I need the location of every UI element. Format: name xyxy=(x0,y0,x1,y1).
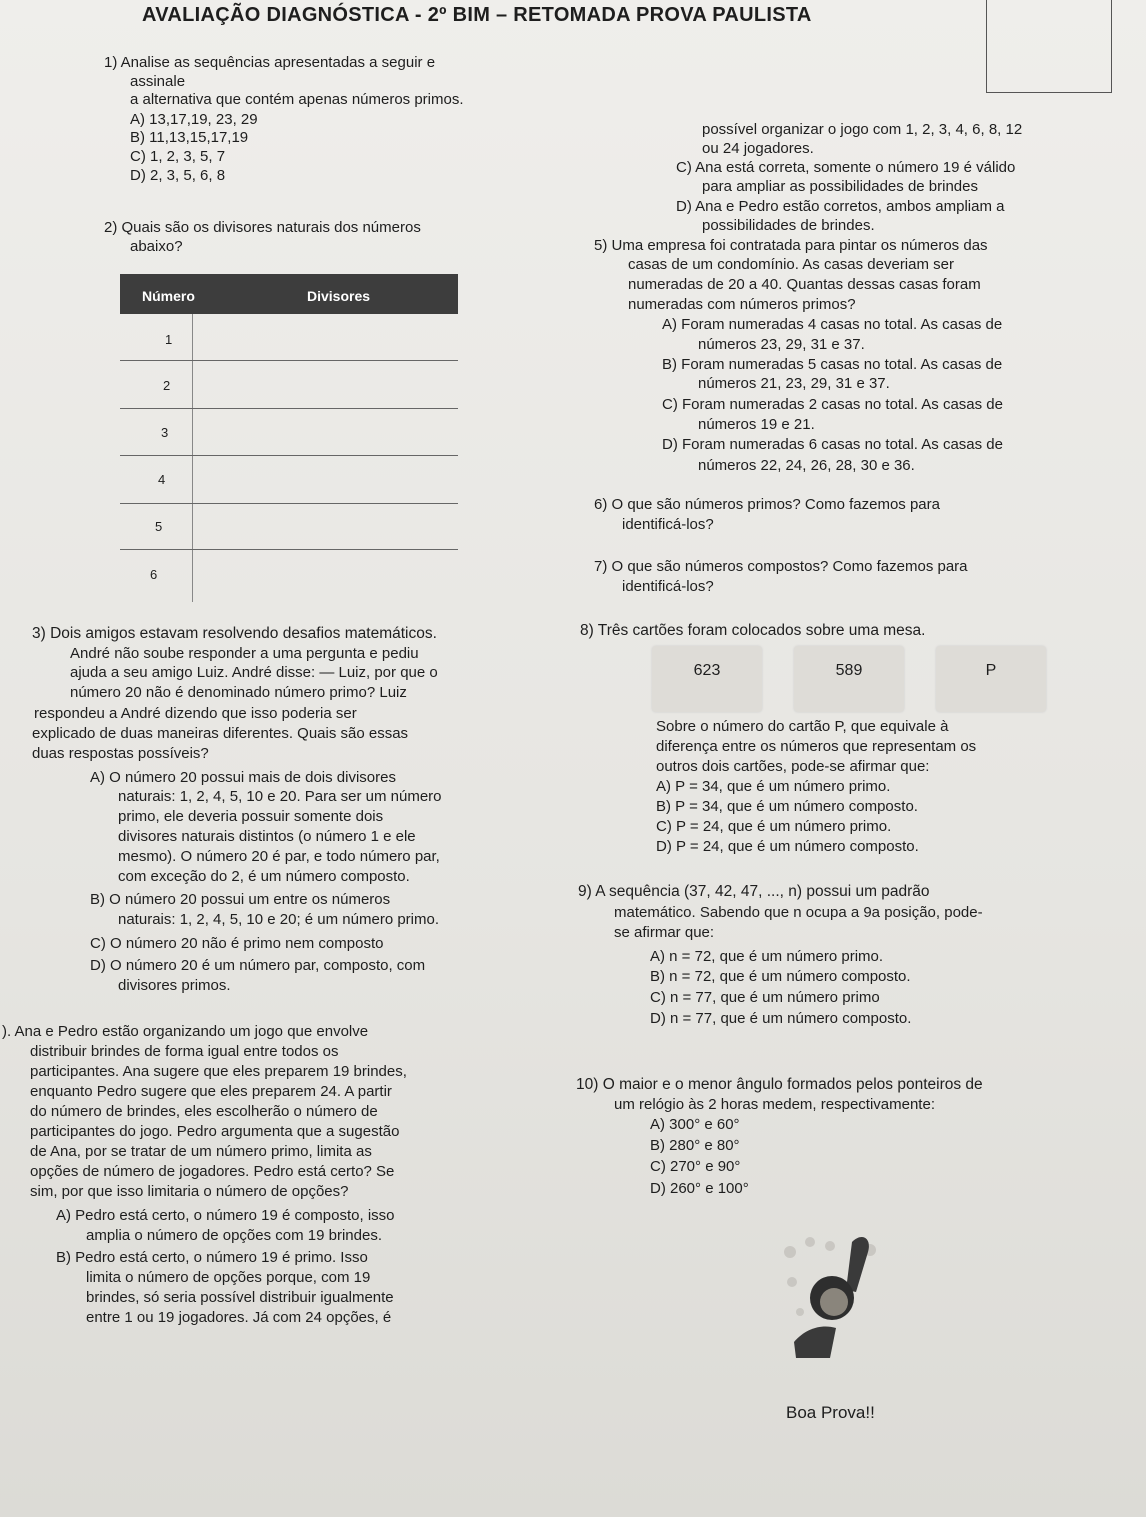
q5-option-c-line2: números 19 e 21. xyxy=(698,416,815,433)
q5-option-d-line1: D) Foram numeradas 6 casas no total. As casas de xyxy=(662,436,1003,453)
footer-good-luck: Boa Prova!! xyxy=(786,1403,875,1422)
table-row: 6 xyxy=(150,567,158,582)
q6-line2: identificá-los? xyxy=(622,516,714,533)
q3-option-a-line2: naturais: 1, 2, 4, 5, 10 e 20. Para ser um número xyxy=(118,788,442,805)
q5-option-c-line1: C) Foram numeradas 2 casas no total. As casas de xyxy=(662,396,1003,413)
q10-line1: 10) O maior e o menor ângulo formados pelos ponteiros de xyxy=(576,1076,983,1093)
table-row: 5 xyxy=(155,519,163,534)
q4-line3: participantes. Ana sugere que eles preparem 19 brindes, xyxy=(30,1063,407,1080)
table-divider xyxy=(120,503,458,504)
q4-option-c-line2: para ampliar as possibilidades de brindes xyxy=(702,178,978,195)
q4-option-b-line6: ou 24 jogadores. xyxy=(702,140,814,157)
q5-option-b-line2: números 21, 23, 29, 31 e 37. xyxy=(698,375,890,392)
q3-option-a-line3: primo, ele deveria possuir somente dois xyxy=(118,808,384,825)
q3-option-a-line6: com exceção do 2, é um número composto. xyxy=(118,868,410,885)
q1-line2: assinale xyxy=(130,73,186,90)
q3-option-a-line1: A) O número 20 possui mais de dois divisores xyxy=(90,769,396,786)
q3-line5: respondeu a André dizendo que isso poderia ser xyxy=(34,705,357,722)
q4-line1: ). Ana e Pedro estão organizando um jogo que envolve xyxy=(2,1023,369,1040)
q10-option-c: C) 270° e 90° xyxy=(650,1158,741,1175)
q9-option-d: D) n = 77, que é um número composto. xyxy=(650,1010,912,1027)
q4-line6: participantes do jogo. Pedro argumenta que a sugestão xyxy=(30,1123,400,1140)
q4-option-d-line1: D) Ana e Pedro estão corretos, ambos ampliam a xyxy=(676,198,1005,215)
header-divisors: Divisores xyxy=(307,288,371,304)
q4-option-a-line2: amplia o número de opções com 19 brindes. xyxy=(86,1227,383,1244)
q5-option-d-line2: números 22, 24, 26, 28, 30 e 36. xyxy=(698,457,915,474)
card-623 xyxy=(652,646,762,712)
q3-option-b-line1: B) O número 20 possui um entre os números xyxy=(90,891,391,908)
table-column-divider xyxy=(192,314,193,602)
q3-line2: André não soube responder a uma pergunta e pediu xyxy=(70,645,419,662)
q9-line3: se afirmar que: xyxy=(614,924,715,941)
q8-statement-line3: outros dois cartões, pode-se afirmar que: xyxy=(656,758,930,775)
q5-option-a-line2: números 23, 29, 31 e 37. xyxy=(698,336,865,353)
q3-option-a-line5: mesmo). O número 20 é par, e todo número par, xyxy=(118,848,440,865)
divisors-table-header xyxy=(120,274,458,314)
q3-line6: explicado de duas maneiras diferentes. Quais são essas xyxy=(32,725,409,742)
card-589-value: 589 xyxy=(835,662,863,679)
q5-line2: casas de um condomínio. As casas deveriam ser xyxy=(628,256,954,273)
q5-line4: numeradas com números primos? xyxy=(628,296,856,313)
q9-option-c: C) n = 77, que é um número primo xyxy=(650,989,880,1006)
table-row: 2 xyxy=(163,378,171,393)
q3-option-a-line4: divisores naturais distintos (o número 1 e ele xyxy=(118,828,416,845)
table-row: 4 xyxy=(158,472,166,487)
table-divider xyxy=(120,455,458,456)
q1-option-c: C) 1, 2, 3, 5, 7 xyxy=(130,148,226,165)
q10-option-b: B) 280° e 80° xyxy=(650,1137,740,1154)
table-row: 1 xyxy=(165,332,173,347)
table-divider xyxy=(120,360,458,361)
q4-option-b-line1: B) Pedro está certo, o número 19 é primo. Isso xyxy=(56,1249,368,1266)
q4-line7: de Ana, por se tratar de um número primo, limita as xyxy=(30,1143,372,1160)
q8-option-d: D) P = 24, que é um número composto. xyxy=(656,838,919,855)
table-divider xyxy=(120,549,458,550)
q3-line1: 3) Dois amigos estavam resolvendo desafios matemáticos. xyxy=(32,625,437,642)
card-623-value: 623 xyxy=(693,662,721,679)
q5-line1: 5) Uma empresa foi contratada para pintar os números das xyxy=(594,237,988,254)
grade-box xyxy=(986,0,1112,93)
card-589 xyxy=(794,646,904,712)
q8-statement-line2: diferença entre os números que representam os xyxy=(656,738,977,755)
q4-option-b-line4: entre 1 ou 19 jogadores. Já com 24 opções, é xyxy=(86,1309,392,1326)
q4-line9: sim, por que isso limitaria o número de opções? xyxy=(30,1183,349,1200)
q3-line4: número 20 não é denominado número primo? Luiz xyxy=(70,684,407,701)
q7-line2: identificá-los? xyxy=(622,578,714,595)
q9-line1: 9) A sequência (37, 42, 47, ..., n) possui um padrão xyxy=(578,883,930,900)
card-p xyxy=(936,646,1046,712)
table-divider xyxy=(120,408,458,409)
q6-line1: 6) O que são números primos? Como fazemos para xyxy=(594,496,940,513)
cheering-figure-icon xyxy=(770,1232,890,1362)
q8-line1: 8) Três cartões foram colocados sobre uma mesa. xyxy=(580,622,926,639)
q3-line3: ajuda a seu amigo Luiz. André disse: — Luiz, por que o xyxy=(70,664,438,681)
q1-option-b: B) 11,13,15,17,19 xyxy=(130,129,249,146)
q8-option-c: C) P = 24, que é um número primo. xyxy=(656,818,892,835)
q5-line3: numeradas de 20 a 40. Quantas dessas casas foram xyxy=(628,276,981,293)
q7-line1: 7) O que são números compostos? Como fazemos para xyxy=(594,558,968,575)
q4-option-b-line3: brindes, só seria possível distribuir igualmente xyxy=(86,1289,394,1306)
q4-line5: do número de brindes, eles escolherão o número de xyxy=(30,1103,378,1120)
q5-option-a-line1: A) Foram numeradas 4 casas no total. As casas de xyxy=(662,316,1003,333)
q1-option-d: D) 2, 3, 5, 6, 8 xyxy=(130,167,226,184)
q3-option-d-line2: divisores primos. xyxy=(118,977,231,994)
q4-line2: distribuir brindes de forma igual entre todos os xyxy=(30,1043,339,1060)
q4-line4: enquanto Pedro sugere que eles preparem 24. A partir xyxy=(30,1083,392,1100)
q3-line7: duas respostas possíveis? xyxy=(32,745,209,762)
q4-option-b-line2: limita o número de opções porque, com 19 xyxy=(86,1269,371,1286)
q1-line3: a alternativa que contém apenas números primos. xyxy=(130,91,464,108)
q4-option-d-line2: possibilidades de brindes. xyxy=(702,217,875,234)
q10-line2: um relógio às 2 horas medem, respectivamente: xyxy=(614,1096,935,1113)
q3-option-b-line2: naturais: 1, 2, 4, 5, 10 e 20; é um número primo. xyxy=(118,911,440,928)
card-p-value: P xyxy=(985,662,997,679)
q8-statement-line1: Sobre o número do cartão P, que equivale à xyxy=(656,718,949,735)
q4-line8: opções de número de jogadores. Pedro está certo? Se xyxy=(30,1163,395,1180)
q8-option-b: B) P = 34, que é um número composto. xyxy=(656,798,918,815)
q4-option-c-line1: C) Ana está correta, somente o número 19 é válido xyxy=(676,159,1016,176)
q3-option-c: C) O número 20 não é primo nem composto xyxy=(90,935,384,952)
q10-option-d: D) 260° e 100° xyxy=(650,1180,749,1197)
q4-option-a-line1: A) Pedro está certo, o número 19 é composto, isso xyxy=(56,1207,395,1224)
q2-line1: 2) Quais são os divisores naturais dos números xyxy=(104,219,421,236)
q4-option-b-line5: possível organizar o jogo com 1, 2, 3, 4, 6, 8, 12 xyxy=(702,121,1023,138)
table-row: 3 xyxy=(161,425,169,440)
q10-option-a: A) 300° e 60° xyxy=(650,1116,740,1133)
q1-option-a: A) 13,17,19, 23, 29 xyxy=(130,111,258,128)
q8-option-a: A) P = 34, que é um número primo. xyxy=(656,778,891,795)
q3-option-d-line1: D) O número 20 é um número par, composto, com xyxy=(90,957,426,974)
exam-title: AVALIAÇÃO DIAGNÓSTICA - 2º BIM – RETOMADA PROVA PAULISTA xyxy=(142,4,812,26)
q9-option-b: B) n = 72, que é um número composto. xyxy=(650,968,911,985)
q2-line2: abaixo? xyxy=(130,238,183,255)
q9-line2: matemático. Sabendo que n ocupa a 9a posição, pode- xyxy=(614,904,983,921)
q1-line1: 1) Analise as sequências apresentadas a seguir e xyxy=(104,54,436,71)
q5-option-b-line1: B) Foram numeradas 5 casas no total. As casas de xyxy=(662,356,1003,373)
q9-option-a: A) n = 72, que é um número primo. xyxy=(650,948,884,965)
header-number: Número xyxy=(142,288,195,304)
